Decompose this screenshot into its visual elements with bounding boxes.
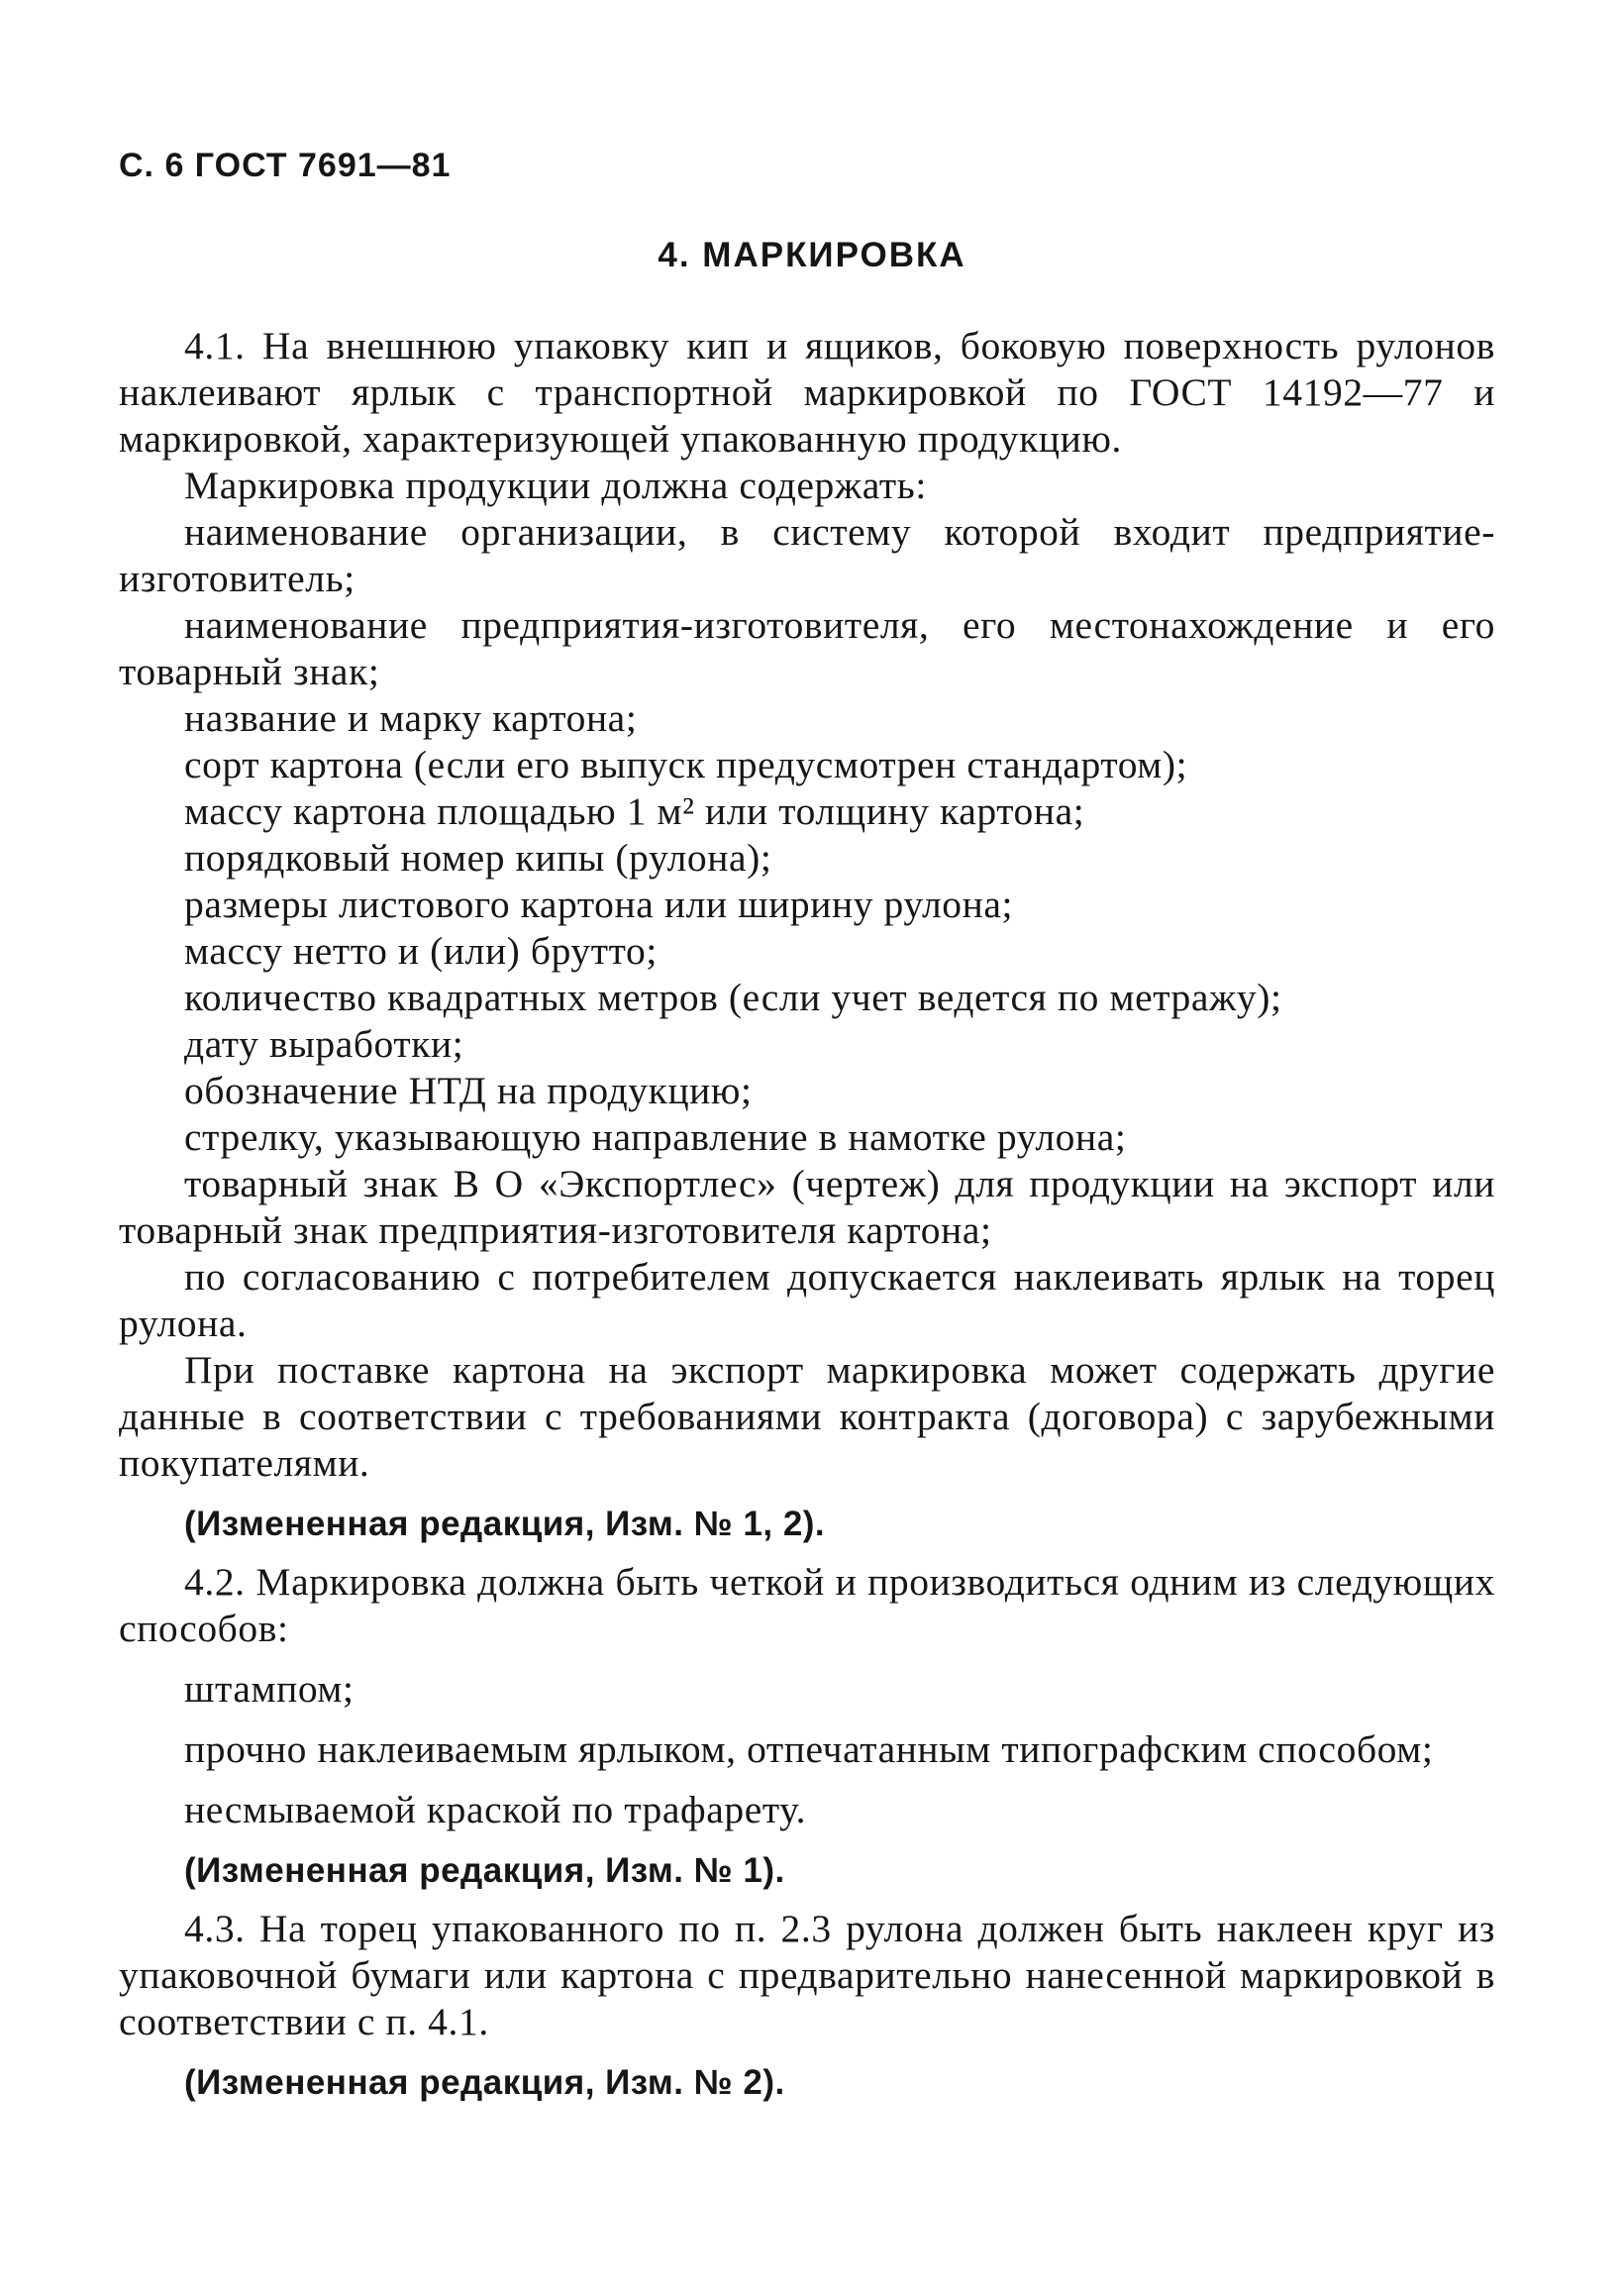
export-paragraph: При поставке картона на экспорт маркировка может содержать другие данные в соответствии с требованиями контракта (договора) с зарубежными покупателями. (119, 1348, 1495, 1485)
method-item: прочно наклеиваемым ярлыком, отпечатанным типографским способом; (184, 1727, 1434, 1771)
list-item: сорт картона (если его выпуск предусмотрен стандартом); (184, 743, 1188, 786)
amendment-note: (Измененная редакция, Изм. № 2). (184, 2063, 785, 2102)
list-item: по согласованию с потребителем допускается наклеивать ярлык на торец рулона. (119, 1255, 1495, 1345)
list-item: стрелку, указывающую направление в намотке рулона; (184, 1115, 1127, 1159)
list-item: наименование организации, в систему которой входит предприятие-изготовитель; (119, 510, 1495, 600)
page-header: С. 6 ГОСТ 7691—81 (119, 147, 452, 184)
document-body (119, 323, 1495, 2118)
paragraph-4-1: 4.1. На внешнюю упаковку кип и ящиков, боковую поверхность рулонов наклеивают ярлык с транспортной маркировкой по ГОСТ 14192—77 и маркировкой, характеризующей упакованную продукцию. (119, 324, 1495, 461)
paragraph-4-3: 4.3. На торец упакованного по п. 2.3 рулона должен быть наклеен круг из упаковочной бумаги или картона с предварительно нанесенной маркировкой в соответствии с п. 4.1. (119, 1907, 1495, 2043)
list-item: массу нетто и (или) брутто; (184, 929, 658, 973)
method-item: штампом; (184, 1667, 355, 1711)
section-title: 4. МАРКИРОВКА (658, 236, 966, 274)
list-item: товарный знак В О «Экспортлес» (чертеж) для продукции на экспорт или товарный знак предприятия-изготовителя картона; (119, 1162, 1495, 1252)
amendment-note: (Измененная редакция, Изм. № 1, 2). (184, 1505, 826, 1543)
list-item: дату выработки; (184, 1022, 464, 1066)
amendment-note: (Измененная редакция, Изм. № 1). (184, 1851, 785, 1890)
list-intro: Маркировка продукции должна содержать: (184, 464, 927, 507)
list-item: массу картона площадью 1 м² или толщину картона; (184, 789, 1085, 833)
list-item: количество квадратных метров (если учет ведется по метражу); (184, 976, 1282, 1019)
list-item: размеры листового картона или ширину рулона; (184, 883, 1014, 926)
list-item: порядковый номер кипы (рулона); (184, 836, 772, 880)
list-item: обозначение НТД на продукцию; (184, 1069, 753, 1112)
list-item: наименование предприятия-изготовителя, его местонахождение и его товарный знак; (119, 603, 1495, 693)
paragraph-4-2: 4.2. Маркировка должна быть четкой и производиться одним из следующих способов: (119, 1560, 1495, 1650)
list-item: название и марку картона; (184, 696, 638, 740)
method-item: несмываемой краской по трафарету. (184, 1788, 807, 1831)
